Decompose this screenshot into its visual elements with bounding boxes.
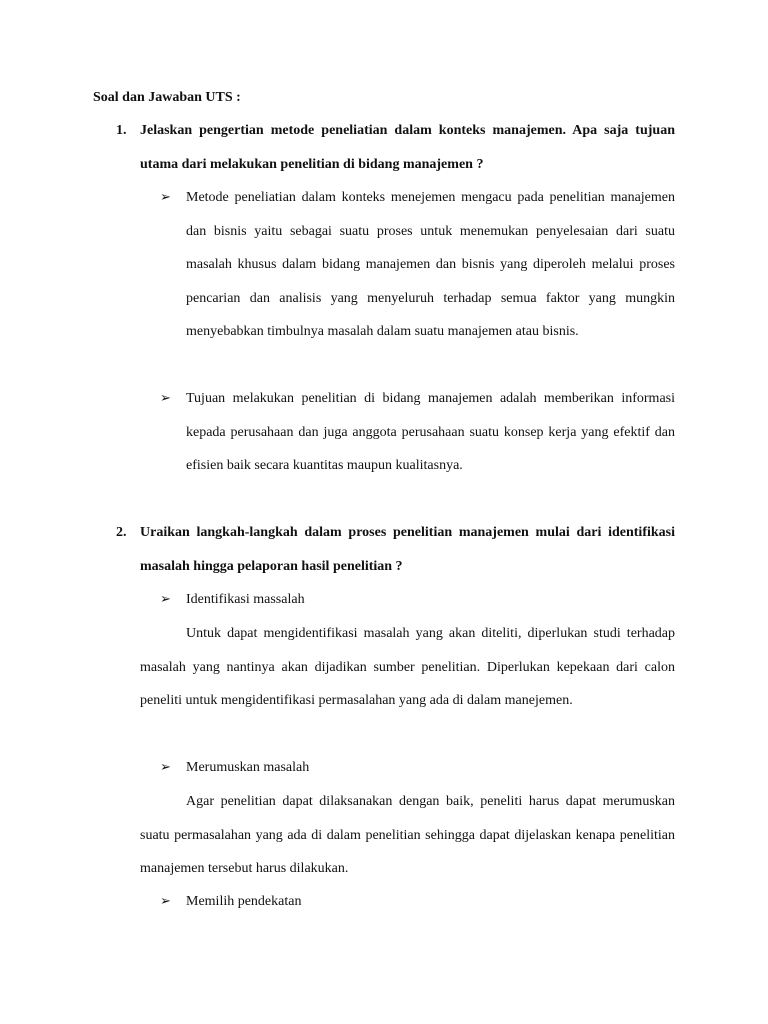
arrowhead-bullet-icon: ➢ — [160, 190, 171, 205]
step-1-title: Identifikasi massalah — [186, 592, 305, 607]
step-1-body: Untuk dapat mengidentifikasi masalah yang akan diteliti, diperlukan studi terhadap masalah yang nantinya akan dijadikan sumber penelitian. Diperlukan kepekaan dari calon peneliti untuk mengidentifikasi permasalahan yang ada di dalam manejemen. — [140, 626, 675, 709]
step-2-body: Agar penelitian dapat dilaksanakan dengan baik, peneliti harus dapat merumuskan suatu permasalahan yang ada di dalam penelitian sehingga dapat dijelaskan kenapa penelitian manajemen tersebut harus dilakukan. — [140, 794, 675, 877]
arrowhead-bullet-icon: ➢ — [160, 391, 171, 406]
question-2-number: 2. — [116, 525, 127, 540]
document-heading: Soal dan Jawaban UTS : — [93, 90, 241, 105]
step-3-title: Memilih pendekatan — [186, 894, 302, 909]
question-1-number: 1. — [116, 123, 127, 138]
answer-1-bullet-2: Tujuan melakukan penelitian di bidang manajemen adalah memberikan informasi kepada perusahaan dan juga anggota perusahaan suatu konsep kerja yang efektif dan efisien baik secara kuantitas maupun kualitasnya. — [186, 391, 675, 474]
question-2-text: Uraikan langkah-langkah dalam proses penelitian manajemen mulai dari identifikasi masalah hingga pelaporan hasil penelitian ? — [140, 525, 675, 574]
arrowhead-bullet-icon: ➢ — [160, 894, 171, 909]
answer-1-bullet-1: Metode peneliatian dalam konteks menejemen mengacu pada penelitian manajemen dan bisnis yaitu sebagai suatu proses untuk menemukan penyelesaian dari suatu masalah khusus dalam bidang manajemen dan bisnis yang diperoleh melalui proses pencarian dan analisis yang menyeluruh terhadap semua faktor yang mungkin menyebabkan timbulnya masalah dalam suatu manajemen atau bisnis. — [186, 190, 675, 340]
arrowhead-bullet-icon: ➢ — [160, 592, 171, 607]
question-1-text: Jelaskan pengertian metode peneliatian dalam konteks manajemen. Apa saja tujuan utama dari melakukan penelitian di bidang manajemen ? — [140, 123, 675, 172]
arrowhead-bullet-icon: ➢ — [160, 760, 171, 775]
step-2-title: Merumuskan masalah — [186, 760, 310, 775]
